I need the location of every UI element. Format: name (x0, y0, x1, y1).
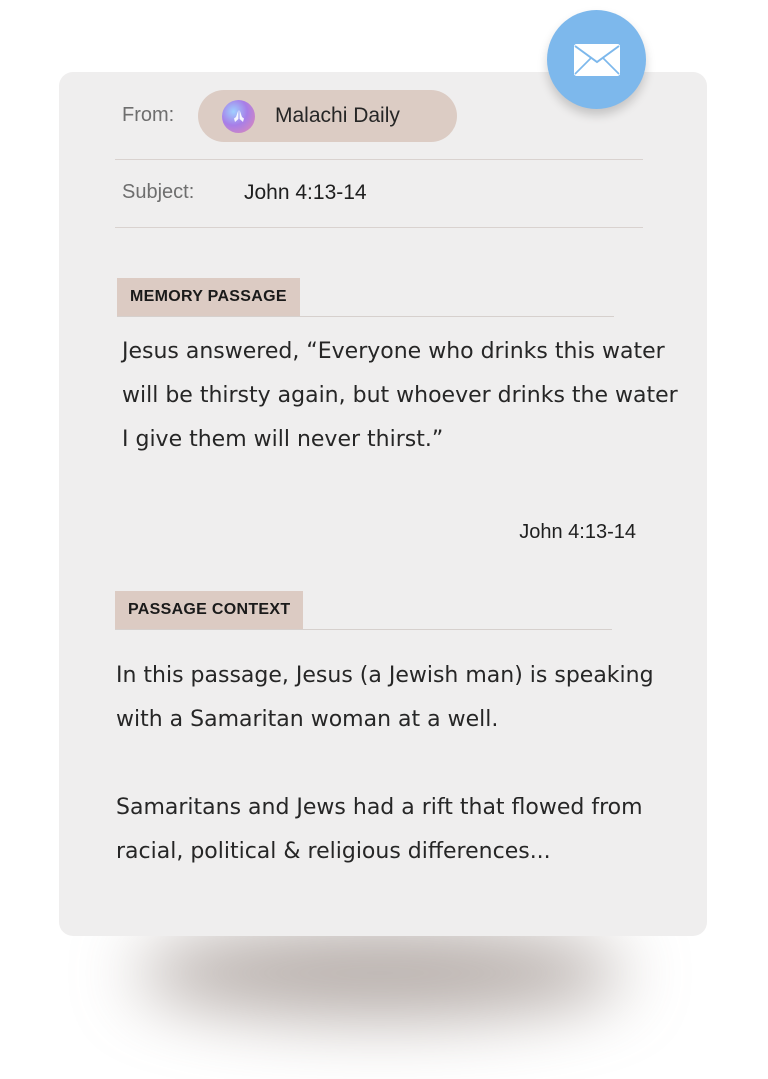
praying-hands-icon (222, 100, 255, 133)
passage-reference: John 4:13-14 (519, 521, 636, 543)
email-card (59, 72, 707, 936)
memory-passage-header (117, 278, 614, 317)
subject-label: Subject: (122, 181, 195, 203)
envelope-icon (573, 43, 621, 77)
card-shadow (135, 928, 625, 1018)
subject-value: John 4:13-14 (244, 181, 367, 204)
sender-name: Malachi Daily (275, 104, 400, 127)
passage-context-tag: PASSAGE CONTEXT (115, 591, 303, 629)
context-paragraph: Samaritans and Jews had a rift that flowed from racial, political & religious differences... (116, 795, 643, 864)
passage-context-body (116, 654, 686, 874)
context-paragraph: In this passage, Jesus (a Jewish man) is speaking with a Samaritan woman at a well. (116, 663, 654, 732)
memory-passage-text: Jesus answered, “Everyone who drinks this water will be thirsty again, but whoever drinks the water I give them will never thirst.” (122, 339, 678, 452)
from-label: From: (122, 104, 175, 126)
passage-context-header (115, 591, 612, 630)
subject-row (115, 160, 643, 228)
from-row (115, 90, 643, 160)
sender-chip[interactable] (198, 90, 457, 142)
mail-button[interactable] (547, 10, 646, 109)
memory-passage-tag: MEMORY PASSAGE (117, 278, 300, 316)
